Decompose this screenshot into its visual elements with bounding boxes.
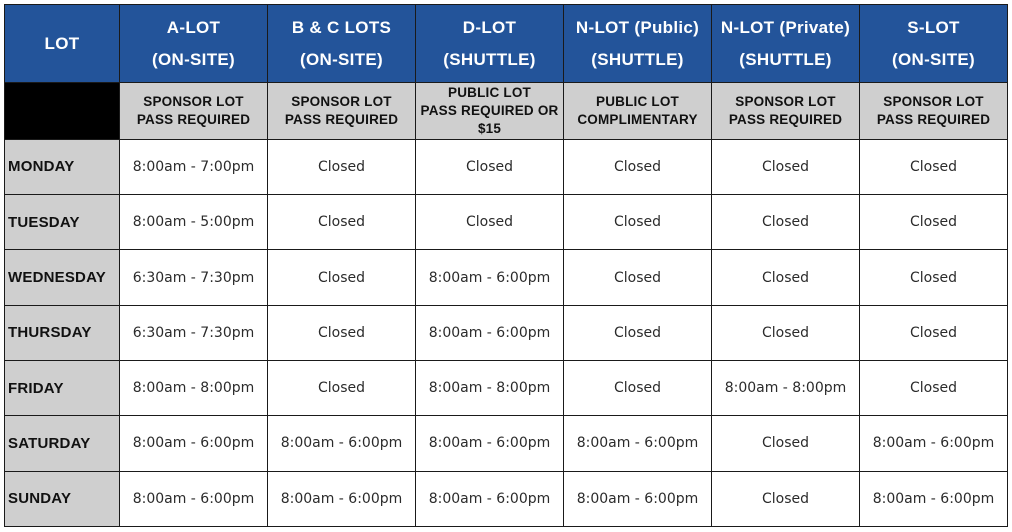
requirement-line: COMPLIMENTARY — [577, 112, 698, 128]
hours-cell: Closed — [712, 305, 860, 360]
day-label: SUNDAY — [5, 471, 120, 526]
requirement-cell — [564, 83, 712, 139]
requirement-line: PUBLIC LOT — [596, 94, 679, 110]
hours-cell: Closed — [268, 361, 416, 416]
hours-cell: Closed — [416, 195, 564, 250]
hours-cell: Closed — [712, 250, 860, 305]
day-label: THURSDAY — [5, 305, 120, 360]
table-row — [5, 471, 1008, 526]
hours-cell: Closed — [860, 305, 1008, 360]
column-name: S-LOT — [907, 17, 960, 37]
column-name: N-LOT (Private) — [720, 17, 851, 37]
hours-cell: Closed — [860, 139, 1008, 194]
requirement-line: PASS REQUIRED — [284, 112, 399, 128]
column-header — [860, 5, 1008, 83]
hours-cell: Closed — [712, 471, 860, 526]
column-type: (ON-SITE) — [152, 49, 235, 69]
requirement-line: $15 — [477, 121, 502, 137]
column-type: (SHUTTLE) — [739, 49, 832, 69]
table-row — [5, 361, 1008, 416]
hours-cell: 8:00am - 8:00pm — [120, 361, 268, 416]
requirement-line: SPONSOR LOT — [735, 94, 836, 110]
hours-cell: 8:00am - 6:00pm — [416, 250, 564, 305]
hours-cell: Closed — [268, 195, 416, 250]
hours-cell: Closed — [416, 139, 564, 194]
column-header — [120, 5, 268, 83]
requirement-cell — [268, 83, 416, 139]
hours-cell: Closed — [712, 416, 860, 471]
day-label: FRIDAY — [5, 361, 120, 416]
hours-cell: Closed — [564, 250, 712, 305]
hours-cell: 8:00am - 6:00pm — [564, 416, 712, 471]
parking-hours-table — [4, 4, 1008, 527]
column-type: (SHUTTLE) — [443, 49, 536, 69]
requirement-line: SPONSOR LOT — [291, 94, 392, 110]
hours-cell: 8:00am - 8:00pm — [416, 361, 564, 416]
requirement-cell — [416, 83, 564, 139]
hours-cell: 8:00am - 7:00pm — [120, 139, 268, 194]
hours-cell: 8:00am - 6:00pm — [120, 416, 268, 471]
column-header — [564, 5, 712, 83]
column-name: D-LOT — [462, 17, 517, 37]
column-header — [268, 5, 416, 83]
hours-cell: 8:00am - 5:00pm — [120, 195, 268, 250]
corner-cell — [5, 83, 120, 139]
hours-cell: 8:00am - 6:00pm — [416, 471, 564, 526]
hours-cell: 8:00am - 6:00pm — [564, 471, 712, 526]
table-row — [5, 195, 1008, 250]
requirement-row — [5, 83, 1008, 139]
day-label: MONDAY — [5, 139, 120, 194]
column-name: N-LOT (Public) — [575, 17, 700, 37]
day-label: TUESDAY — [5, 195, 120, 250]
table-row — [5, 305, 1008, 360]
requirement-line: SPONSOR LOT — [883, 94, 984, 110]
hours-cell: 8:00am - 6:00pm — [120, 471, 268, 526]
requirement-cell — [860, 83, 1008, 139]
day-label: WEDNESDAY — [5, 250, 120, 305]
hours-cell: Closed — [860, 250, 1008, 305]
hours-cell: Closed — [712, 139, 860, 194]
hours-cell: Closed — [564, 305, 712, 360]
hours-cell: 8:00am - 6:00pm — [860, 471, 1008, 526]
table-row — [5, 139, 1008, 194]
table-row — [5, 416, 1008, 471]
column-type: (ON-SITE) — [300, 49, 383, 69]
column-name: A-LOT — [166, 17, 221, 37]
hours-cell: Closed — [860, 195, 1008, 250]
requirement-line: SPONSOR LOT — [143, 94, 244, 110]
hours-cell: 8:00am - 8:00pm — [712, 361, 860, 416]
requirement-line: PASS REQUIRED — [876, 112, 991, 128]
lot-header-cell: LOT — [5, 5, 120, 83]
hours-cell: 8:00am - 6:00pm — [416, 305, 564, 360]
hours-cell: 8:00am - 6:00pm — [416, 416, 564, 471]
header-row — [5, 5, 1008, 83]
column-header — [712, 5, 860, 83]
hours-cell: Closed — [268, 305, 416, 360]
hours-cell: Closed — [268, 139, 416, 194]
day-label: SATURDAY — [5, 416, 120, 471]
hours-cell: Closed — [564, 139, 712, 194]
hours-cell: Closed — [564, 195, 712, 250]
table-row — [5, 250, 1008, 305]
requirement-line: PASS REQUIRED OR — [420, 103, 559, 119]
requirement-cell — [120, 83, 268, 139]
requirement-line: PUBLIC LOT — [448, 85, 531, 101]
requirement-line: PASS REQUIRED — [136, 112, 251, 128]
column-type: (ON-SITE) — [892, 49, 975, 69]
column-type: (SHUTTLE) — [591, 49, 684, 69]
hours-cell: 6:30am - 7:30pm — [120, 250, 268, 305]
hours-cell: 8:00am - 6:00pm — [268, 416, 416, 471]
hours-cell: Closed — [268, 250, 416, 305]
requirement-cell — [712, 83, 860, 139]
hours-cell: 8:00am - 6:00pm — [860, 416, 1008, 471]
table-body — [5, 5, 1008, 527]
hours-cell: Closed — [860, 361, 1008, 416]
column-name: B & C LOTS — [291, 17, 392, 37]
requirement-line: PASS REQUIRED — [728, 112, 843, 128]
hours-cell: 6:30am - 7:30pm — [120, 305, 268, 360]
hours-cell: Closed — [564, 361, 712, 416]
hours-cell: 8:00am - 6:00pm — [268, 471, 416, 526]
column-header — [416, 5, 564, 83]
hours-cell: Closed — [712, 195, 860, 250]
